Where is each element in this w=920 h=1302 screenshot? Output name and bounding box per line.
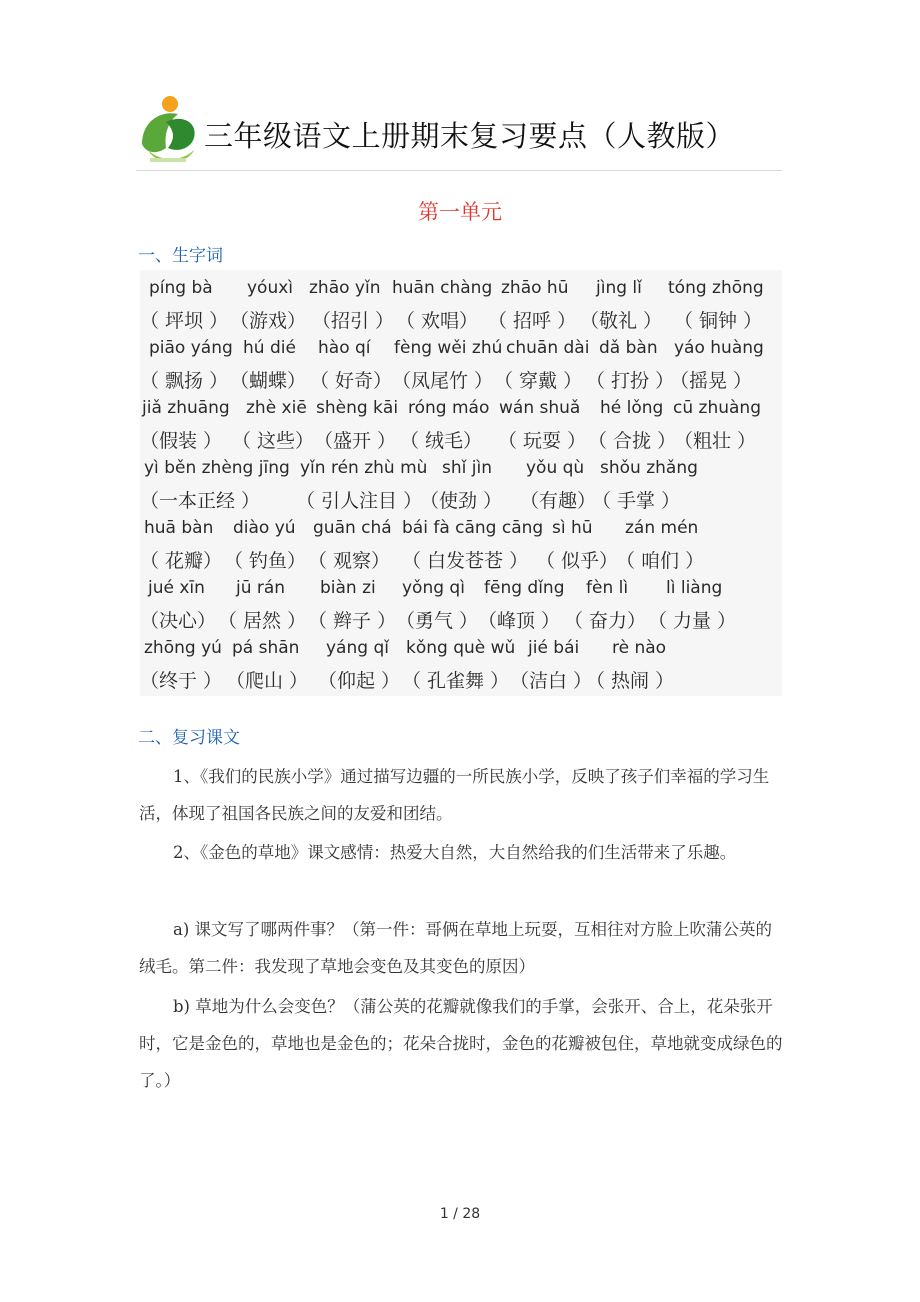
paragraph: b) 草地为什么会变色？（蒲公英的花瓣就像我们的手掌，会张开、合上，花朵张开时，它是金色的，草地也是金色的；花朵合拢时，金色的花瓣被包住，草地就变成绿色的了。）	[139, 997, 783, 1090]
pinyin-row	[140, 398, 782, 428]
pinyin: yǒu qù	[526, 458, 585, 478]
word: （敬礼 ）	[580, 310, 663, 332]
pinyin: yì běn zhèng jīng	[144, 458, 290, 478]
pinyin: chuān dài	[506, 338, 590, 358]
logo-icon	[136, 92, 206, 170]
paragraph: 2、《金色的草地》课文感情：热爱大自然，大自然给我的们生活带来了乐趣。	[173, 843, 737, 862]
word: （ 引人注目 ）	[296, 490, 423, 512]
word: （ 打扮 ）	[586, 370, 675, 392]
word: （假装 ）	[140, 430, 223, 452]
pinyin: biàn zi	[320, 578, 376, 598]
pinyin: píng bà	[149, 278, 213, 298]
pinyin: rè nào	[612, 638, 667, 658]
word: （ 铜钟 ）	[674, 310, 763, 332]
pinyin: zhè xiē	[246, 398, 307, 418]
word: （ 这些）	[232, 430, 315, 452]
paragraph: 1、《我们的民族小学》通过描写边疆的一所民族小学，反映了孩子们幸福的学习生活，体现了祖国各民族之间的友爱和团结。	[139, 767, 770, 823]
pinyin: sì hū	[552, 518, 593, 538]
pinyin-row	[140, 638, 782, 668]
pinyin: cū zhuàng	[673, 398, 761, 418]
pinyin: zhāo hū	[501, 278, 569, 298]
word-row	[140, 306, 782, 336]
pinyin: piāo yáng	[149, 338, 233, 358]
pinyin: hé lǒng	[600, 398, 664, 418]
unit-title: 第一单元	[418, 200, 502, 224]
word: （ 奋力）	[564, 610, 647, 632]
pinyin: shèng kāi	[316, 398, 399, 418]
word-row	[140, 666, 782, 696]
word: （ 招呼 ）	[488, 310, 577, 332]
word: （粗壮 ）	[674, 430, 757, 452]
word-row	[140, 426, 782, 456]
word: （仰起 ）	[318, 670, 401, 692]
page-number: 1 / 28	[439, 1206, 481, 1222]
pinyin: zhāo yǐn	[309, 278, 381, 298]
pinyin: jué xīn	[148, 578, 205, 598]
pinyin-row	[140, 338, 782, 368]
pinyin: zán mén	[625, 518, 699, 538]
word: （ 居然 ）	[218, 610, 307, 632]
pinyin-row	[140, 578, 782, 608]
pinyin: dǎ bàn	[599, 338, 658, 358]
pinyin: yǐn rén zhù mù	[300, 458, 428, 478]
word: （决心）	[140, 610, 217, 632]
word: （ 穿戴 ）	[494, 370, 583, 392]
word: （ 合拢 ）	[588, 430, 677, 452]
word: （ 好奇）	[310, 370, 393, 392]
word: （ 力量 ）	[648, 610, 737, 632]
paragraph: a) 课文写了哪两件事？（第一件：哥俩在草地上玩耍，互相往对方脸上吹蒲公英的绒毛。第二件：我发现了草地会变色及其变色的原因）	[139, 920, 773, 976]
pinyin: fèng wěi zhú	[394, 338, 503, 358]
pinyin: lì liàng	[666, 578, 723, 598]
pinyin: shǒu zhǎng	[600, 458, 698, 478]
pinyin: hào qí	[318, 338, 371, 358]
word: （ 白发苍苍 ）	[402, 550, 529, 572]
pinyin: pá shān	[232, 638, 300, 658]
word: （游戏）	[230, 310, 307, 332]
pinyin: bái fà cāng cāng	[402, 518, 544, 538]
pinyin: yǒng qì	[402, 578, 465, 598]
word-row	[140, 366, 782, 396]
pinyin: wán shuǎ	[499, 398, 581, 418]
word: （一本正经 ）	[140, 490, 261, 512]
pinyin: kǒng què wǔ	[406, 638, 516, 658]
pinyin: zhōng yú	[144, 638, 222, 658]
word: （爬山 ）	[226, 670, 309, 692]
document-header	[136, 92, 782, 171]
pinyin: guān chá	[313, 518, 392, 538]
word: （ 钓鱼）	[224, 550, 307, 572]
pinyin: fèn lì	[586, 578, 629, 598]
word: （ 绒毛）	[400, 430, 483, 452]
pinyin: jìng lǐ	[596, 278, 642, 298]
vocabulary-image	[140, 270, 782, 696]
pinyin-row	[140, 458, 782, 488]
word: （ 辫子 ）	[308, 610, 397, 632]
pinyin: yóuxì	[247, 278, 294, 298]
word: （ 坪坝 ）	[140, 310, 229, 332]
word-row	[140, 606, 782, 636]
pinyin: huān chàng	[392, 278, 493, 298]
pinyin: diào yú	[233, 518, 296, 538]
word: （勇气 ）	[396, 610, 479, 632]
word: （ 花瓣）	[140, 550, 223, 572]
document-title: 三年级语文上册期末复习要点（人教版）	[204, 119, 736, 153]
word: （ 咱们 ）	[616, 550, 705, 572]
word: （ 观察）	[308, 550, 391, 572]
pinyin: jié bái	[528, 638, 580, 658]
word-row	[140, 546, 782, 576]
pinyin: yáo huàng	[674, 338, 764, 358]
word: （ 欢唱）	[396, 310, 479, 332]
word: （峰顶 ）	[478, 610, 561, 632]
word: （ 手掌 ）	[592, 490, 681, 512]
word-row	[140, 486, 782, 516]
section-heading-review: 二、复习课文	[138, 728, 240, 748]
pinyin: yáng qǐ	[326, 638, 389, 658]
pinyin: tóng zhōng	[668, 278, 764, 298]
word: （ 孔雀舞 ）	[402, 670, 510, 692]
pinyin: róng máo	[408, 398, 490, 418]
word: （ 飘扬 ）	[140, 370, 229, 392]
pinyin: shǐ jìn	[442, 458, 492, 478]
pinyin: hú dié	[243, 338, 296, 358]
word: （洁白 ）	[510, 670, 593, 692]
word: （ 似乎）	[536, 550, 619, 572]
pinyin: fēng dǐng	[484, 578, 565, 598]
pinyin-row	[140, 278, 782, 308]
word: （ 玩耍 ）	[498, 430, 587, 452]
word: （摇晃 ）	[670, 370, 753, 392]
word: （终于 ）	[140, 670, 223, 692]
word: （使劲 ）	[420, 490, 503, 512]
word: （蝴蝶）	[230, 370, 307, 392]
word: （ 热闹 ）	[586, 670, 675, 692]
word: （盛开 ）	[314, 430, 397, 452]
word: （凤尾竹 ）	[392, 370, 494, 392]
pinyin: jū rán	[236, 578, 286, 598]
word: （招引 ）	[312, 310, 395, 332]
section-heading-vocabulary: 一、生字词	[138, 246, 223, 266]
pinyin: huā bàn	[144, 518, 214, 538]
word: （有趣）	[520, 490, 597, 512]
pinyin: jiǎ zhuāng	[142, 398, 230, 418]
pinyin-row	[140, 518, 782, 548]
